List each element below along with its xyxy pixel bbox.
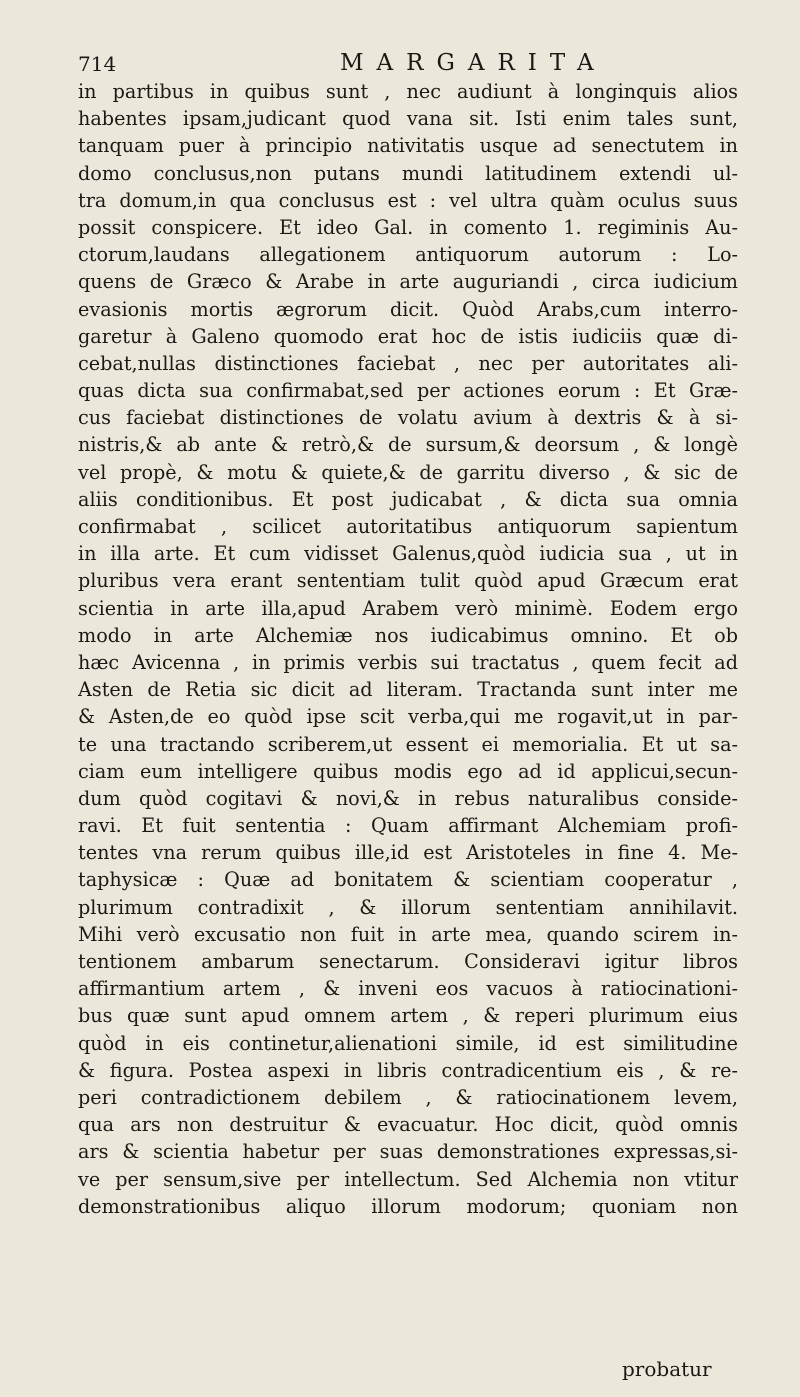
text-line: ve per sensum,sive per intellectum. Sed Alchemia non vtitur bbox=[78, 1167, 738, 1191]
text-line: modo in arte Alchemiæ nos iudicabimus omnino. Et ob bbox=[78, 623, 738, 647]
text-line: ravi. Et fuit sententia : Quam affirmant Alchemiam profi- bbox=[78, 814, 738, 838]
text-line: cebat,nullas distinctiones faciebat , nec per autoritates ali- bbox=[78, 351, 738, 375]
text-line: hæc Avicenna , in primis verbis sui tractatus , quem fecit ad bbox=[78, 650, 738, 674]
text-line: Asten de Retia sic dicit ad literam. Tractanda sunt inter me bbox=[78, 678, 738, 702]
page-number: 714 bbox=[78, 52, 117, 76]
text-line: & figura. Postea aspexi in libris contradicentium eis , & re- bbox=[78, 1058, 738, 1082]
text-line: tentionem ambarum senectarum. Consideravi igitur libros bbox=[78, 950, 738, 973]
text-line: confirmabat , scilicet autoritatibus antiquorum sapientum bbox=[78, 515, 738, 538]
text-line: in partibus in quibus sunt , nec audiunt à longinquis alios bbox=[78, 80, 738, 103]
text-line: bus quæ sunt apud omnem artem , & reperi plurimum eius bbox=[78, 1004, 738, 1028]
text-line: quas dicta sua confirmabat,sed per actiones eorum : Et Græ- bbox=[78, 379, 738, 403]
text-line: peri contradictionem debilem , & ratiocinationem levem, bbox=[78, 1085, 738, 1109]
catchword: probatur bbox=[622, 1357, 712, 1381]
text-line: ciam eum intelligere quibus modis ego ad id applicui,secun- bbox=[78, 759, 738, 783]
text-line: taphysicæ : Quæ ad bonitatem & scientiam cooperatur , bbox=[78, 868, 738, 892]
text-line: evasionis mortis ægrorum dicit. Quòd Arabs,cum interro- bbox=[78, 297, 738, 321]
text-line: ctorum,laudans allegationem antiquorum autorum : Lo- bbox=[78, 243, 738, 267]
text-line: cus faciebat distinctiones de volatu avium à dextris & à si- bbox=[78, 406, 738, 430]
body-text bbox=[78, 78, 738, 1220]
text-line: aliis conditionibus. Et post judicabat , & dicta sua omnia bbox=[78, 487, 738, 511]
text-line: in illa arte. Et cum vidisset Galenus,quòd iudicia sua , ut in bbox=[78, 542, 738, 566]
text-line: possit conspicere. Et ideo Gal. in comento 1. regiminis Au- bbox=[78, 215, 738, 239]
text-line: & Asten,de eo quòd ipse scit verba,qui me rogavit,ut in par- bbox=[78, 705, 738, 729]
text-line: dum quòd cogitavi & novi,& in rebus naturalibus conside- bbox=[78, 786, 738, 810]
text-line: tra domum,in qua conclusus est : vel ultra quàm oculus suus bbox=[78, 188, 738, 212]
text-line: garetur à Galeno quomodo erat hoc de istis iudiciis quæ di- bbox=[78, 324, 738, 348]
text-line: demonstrationibus aliquo illorum modorum; quoniam non bbox=[78, 1194, 738, 1218]
text-line: quòd in eis continetur,alienationi simile, id est similitudine bbox=[78, 1031, 738, 1055]
text-line: nistris,& ab ante & retrò,& de sursum,& deorsum , & longè bbox=[78, 433, 738, 457]
text-line: ars & scientia habetur per suas demonstrationes expressas,si- bbox=[78, 1140, 738, 1164]
text-line: affirmantium artem , & inveni eos vacuos à ratiocinationi- bbox=[78, 977, 738, 1001]
text-line: qua ars non destruitur & evacuatur. Hoc dicit, quòd omnis bbox=[78, 1113, 738, 1137]
text-line: domo conclusus,non putans mundi latitudinem extendi ul- bbox=[78, 161, 738, 185]
text-line: tanquam puer à principio nativitatis usque ad senectutem in bbox=[78, 134, 738, 158]
text-line: Mihi verò excusatio non fuit in arte mea, quando scirem in- bbox=[78, 922, 738, 946]
text-line: tentes vna rerum quibus ille,id est Aristoteles in fine 4. Me- bbox=[78, 841, 738, 865]
text-line: scientia in arte illa,apud Arabem verò minimè. Eodem ergo bbox=[78, 596, 738, 620]
text-line: plurimum contradixit , & illorum sententiam annihilavit. bbox=[78, 895, 738, 919]
running-title: MARGARITA bbox=[340, 50, 607, 76]
page-header bbox=[78, 52, 738, 80]
text-line: te una tractando scriberem,ut essent ei memorialia. Et ut sa- bbox=[78, 732, 738, 756]
text-line: habentes ipsam,judicant quod vana sit. Isti enim tales sunt, bbox=[78, 107, 738, 131]
text-line: quens de Græco & Arabe in arte auguriandi , circa iudicium bbox=[78, 270, 738, 294]
text-line: pluribus vera erant sententiam tulit quòd apud Græcum erat bbox=[78, 569, 738, 593]
text-line: vel propè, & motu & quiete,& de garritu diverso , & sic de bbox=[78, 460, 738, 484]
